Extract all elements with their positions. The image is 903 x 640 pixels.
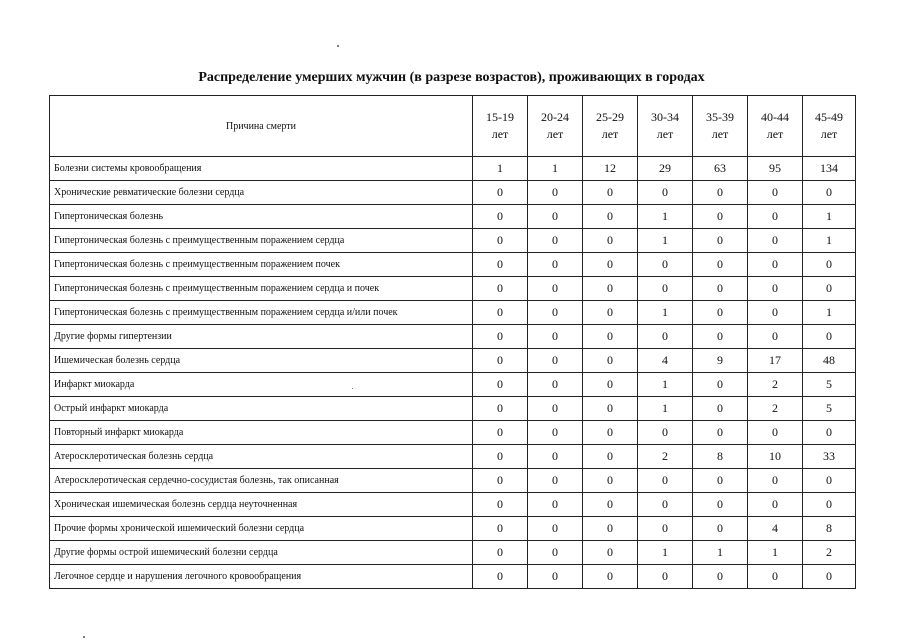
value-cell: 0 [583,205,638,229]
value-cell: 0 [693,181,748,205]
table-row [50,229,856,253]
value-cell: 0 [583,253,638,277]
value-cell: 1 [693,541,748,565]
value-cell: 1 [638,397,693,421]
age-range-label: 35-39 [706,110,734,124]
value-cell: 4 [638,349,693,373]
value-cell: 1 [803,229,856,253]
table-row [50,493,856,517]
value-cell: 0 [803,565,856,589]
value-cell: 0 [583,277,638,301]
value-cell: 0 [583,397,638,421]
value-cell: 0 [693,277,748,301]
value-cell: 29 [638,157,693,181]
value-cell: 0 [638,277,693,301]
cause-cell: Повторный инфаркт миокарда [50,421,473,445]
age-unit-label: лет [711,127,729,141]
value-cell: 0 [583,445,638,469]
value-cell: 0 [803,181,856,205]
value-cell: 0 [528,517,583,541]
value-cell: 2 [803,541,856,565]
value-cell: 0 [528,277,583,301]
value-cell: 0 [638,517,693,541]
value-cell: 0 [473,205,528,229]
value-cell: 0 [748,301,803,325]
value-cell: 0 [693,253,748,277]
cause-cell: Хроническая ишемическая болезнь сердца неуточненная [50,493,473,517]
value-cell: 12 [583,157,638,181]
cause-cell: Гипертоническая болезнь с преимущественным поражением сердца и/или почек [50,301,473,325]
value-cell: 0 [473,229,528,253]
value-cell: 0 [803,277,856,301]
value-cell: 0 [693,373,748,397]
age-unit-label: лет [546,127,564,141]
value-cell: 33 [803,445,856,469]
column-header-age [693,96,748,157]
cause-cell: Инфаркт миокарда [50,373,473,397]
value-cell: 0 [528,181,583,205]
cause-cell: Хронические ревматические болезни сердца [50,181,473,205]
value-cell: 0 [638,181,693,205]
value-cell: 0 [693,493,748,517]
table-row [50,397,856,421]
value-cell: 0 [748,229,803,253]
cause-cell: Легочное сердце и нарушения легочного кровообращения [50,565,473,589]
value-cell: 0 [583,541,638,565]
age-range-label: 20-24 [541,110,569,124]
cause-cell: Болезни системы кровообращения [50,157,473,181]
value-cell: 0 [748,565,803,589]
value-cell: 0 [528,349,583,373]
value-cell: 8 [803,517,856,541]
column-header-cause: Причина смерти [50,96,473,157]
value-cell: 0 [583,181,638,205]
value-cell: 0 [528,205,583,229]
value-cell: 0 [583,493,638,517]
value-cell: 0 [528,445,583,469]
value-cell: 0 [748,469,803,493]
column-header-age [473,96,528,157]
value-cell: 0 [583,469,638,493]
cause-cell: Острый инфаркт миокарда [50,397,473,421]
age-range-label: 30-34 [651,110,679,124]
value-cell: 0 [803,469,856,493]
column-header-age [638,96,693,157]
value-cell: 2 [748,373,803,397]
value-cell: 1 [528,157,583,181]
cause-cell: Прочие формы хронической ишемический болезни сердца [50,517,473,541]
value-cell: 0 [583,325,638,349]
value-cell: 0 [583,229,638,253]
value-cell: 0 [528,541,583,565]
table-header-row [50,96,856,157]
value-cell: 0 [473,397,528,421]
value-cell: 4 [748,517,803,541]
mortality-table [49,95,856,589]
value-cell: 1 [638,205,693,229]
value-cell: 0 [473,421,528,445]
table-body [50,157,856,589]
value-cell: 0 [638,565,693,589]
value-cell: 0 [638,421,693,445]
value-cell: 0 [693,301,748,325]
value-cell: 1 [803,205,856,229]
age-range-label: 15-19 [486,110,514,124]
value-cell: 0 [473,445,528,469]
value-cell: 0 [473,301,528,325]
value-cell: 0 [528,565,583,589]
value-cell: 0 [528,253,583,277]
value-cell: 0 [748,205,803,229]
value-cell: 0 [473,565,528,589]
value-cell: 0 [693,325,748,349]
value-cell: 2 [638,445,693,469]
value-cell: 0 [748,181,803,205]
value-cell: 0 [693,421,748,445]
value-cell: 9 [693,349,748,373]
value-cell: 0 [693,397,748,421]
table-row [50,421,856,445]
value-cell: 0 [803,421,856,445]
value-cell: 5 [803,373,856,397]
table-row [50,541,856,565]
value-cell: 0 [693,517,748,541]
column-header-age [528,96,583,157]
scan-speck [83,636,85,638]
value-cell: 95 [748,157,803,181]
value-cell: 0 [638,469,693,493]
value-cell: 0 [638,253,693,277]
value-cell: 0 [693,205,748,229]
value-cell: 0 [473,373,528,397]
value-cell: 0 [473,181,528,205]
value-cell: 10 [748,445,803,469]
cause-cell: Другие формы острой ишемический болезни сердца [50,541,473,565]
value-cell: 0 [583,349,638,373]
value-cell: 0 [473,253,528,277]
value-cell: 0 [528,469,583,493]
table-row [50,445,856,469]
value-cell: 1 [638,373,693,397]
table-row [50,157,856,181]
age-range-label: 40-44 [761,110,789,124]
cause-cell: Другие формы гипертензии [50,325,473,349]
value-cell: 0 [473,541,528,565]
value-cell: 134 [803,157,856,181]
value-cell: 2 [748,397,803,421]
value-cell: 0 [528,301,583,325]
table-row [50,277,856,301]
table-row [50,373,856,397]
value-cell: 0 [803,253,856,277]
value-cell: 1 [638,541,693,565]
value-cell: 0 [748,325,803,349]
table-row [50,301,856,325]
value-cell: 0 [473,325,528,349]
value-cell: 0 [583,565,638,589]
value-cell: 0 [693,469,748,493]
age-unit-label: лет [820,127,838,141]
value-cell: 0 [748,277,803,301]
value-cell: 0 [748,493,803,517]
value-cell: 0 [583,421,638,445]
value-cell: 0 [473,493,528,517]
column-header-age [748,96,803,157]
age-unit-label: лет [491,127,509,141]
value-cell: 0 [528,325,583,349]
value-cell: 0 [748,253,803,277]
value-cell: 0 [693,229,748,253]
age-range-label: 45-49 [815,110,843,124]
value-cell: 1 [638,229,693,253]
value-cell: 1 [748,541,803,565]
page-title: Распределение умерших мужчин (в разрезе возрастов), проживающих в городах [198,70,705,85]
value-cell: 0 [748,421,803,445]
cause-cell: Гипертоническая болезнь с преимущественным поражением сердца [50,229,473,253]
value-cell: 0 [583,301,638,325]
value-cell: 0 [583,373,638,397]
value-cell: 0 [528,229,583,253]
value-cell: 1 [803,301,856,325]
table-row [50,469,856,493]
cause-cell: Гипертоническая болезнь с преимущественным поражением почек [50,253,473,277]
table-row [50,517,856,541]
cause-cell: Атеросклеротическая болезнь сердца [50,445,473,469]
value-cell: 17 [748,349,803,373]
table-row [50,349,856,373]
value-cell: 0 [528,397,583,421]
cause-cell: Атеросклеротическая сердечно-сосудистая болезнь, так описанная [50,469,473,493]
cause-cell: Гипертоническая болезнь с преимущественным поражением сердца и почек [50,277,473,301]
value-cell: 0 [473,349,528,373]
value-cell: 1 [638,301,693,325]
value-cell: 0 [803,325,856,349]
table-row [50,253,856,277]
value-cell: 0 [803,493,856,517]
value-cell: 0 [473,517,528,541]
value-cell: 5 [803,397,856,421]
age-unit-label: лет [601,127,619,141]
value-cell: 0 [473,469,528,493]
value-cell: 63 [693,157,748,181]
value-cell: 0 [638,493,693,517]
scan-speck [337,45,339,47]
value-cell: 0 [638,325,693,349]
column-header-age [583,96,638,157]
table-row [50,565,856,589]
value-cell: 1 [473,157,528,181]
value-cell: 0 [583,517,638,541]
cause-cell: Гипертоническая болезнь [50,205,473,229]
value-cell: 0 [528,493,583,517]
age-unit-label: лет [656,127,674,141]
column-header-age [803,96,856,157]
value-cell: 0 [693,565,748,589]
table-row [50,205,856,229]
age-unit-label: лет [766,127,784,141]
value-cell: 0 [528,373,583,397]
age-range-label: 25-29 [596,110,624,124]
cause-cell: Ишемическая болезнь сердца [50,349,473,373]
table-row [50,181,856,205]
value-cell: 0 [528,421,583,445]
value-cell: 8 [693,445,748,469]
table-row [50,325,856,349]
value-cell: 48 [803,349,856,373]
value-cell: 0 [473,277,528,301]
